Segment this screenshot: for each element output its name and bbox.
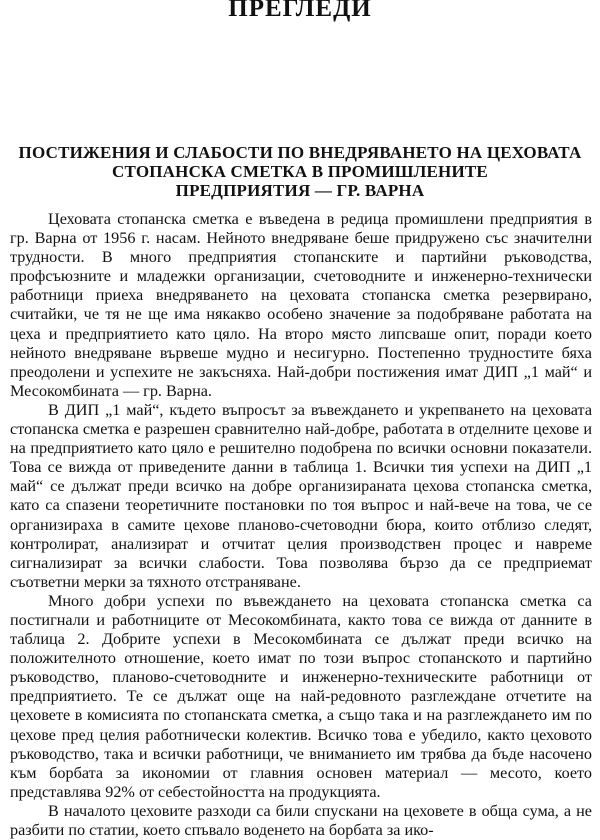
paragraph-4: В началото цеховите разходи са били спускани на цеховете в обща сума, а не разбити по статии, което спъвало воденето на борбата за ико- xyxy=(10,801,592,839)
paragraph-2: В ДИП „1 май“, където въпросът за въвеждането и укрепването на цеховата стопанска сметка е разрешен сравнително най-добре, работата в отделните цехове и на предприятието като цяло е решително подобрена по всички основни показатели. Това се вижда от приведените данни в таблица 1. Всички тия успехи на ДИП „1 май“ се дължат преди всичко на добре организираната цехова стопанска сметка, като са спазени теоретичните постановки по тоя въпрос и най-вече на това, че се организираха в самите цехове планово-счетоводни бюра, които отблизо следят, контролират, анализират и отчитат целия производствен процес и навреме сигнализират за всички слабости. Това позволява бързо да се предприемат съответни мерки за тяхното отстраняване. xyxy=(10,400,592,591)
article-title-line-1: ПОСТИЖЕНИЯ И СЛАБОСТИ ПО ВНЕДРЯВАНЕТО НА ЦЕХОВАТА xyxy=(18,143,582,162)
article-body xyxy=(10,210,592,840)
article-title-line-2: СТОПАНСКА СМЕТКА В ПРОМИШЛЕНИТЕ xyxy=(112,162,488,181)
article-title xyxy=(0,143,600,200)
article-title-line-3: ПРЕДПРИЯТИЯ — ГР. ВАРНА xyxy=(175,181,425,200)
paragraph-1: Цеховата стопанска сметка е въведена в редица промишлени предприятия в гр. Варна от 1956 г. насам. Нейното внедряване беше придружено със значителни трудности. В много предприятия стопанските и партийни ръководства, профсъюзните и младежки организации, счетоводните и инженерно-технически работници приеха внедряването на цеховата стопанска сметка резервирано, считайки, че тя не ще има някакво особено значение за подобряване работата на цеха и предприятието като цяло. На второ място липсваше опит, поради което нейното внедряване вървеше мудно и несигурно. Постепенно трудностите бяха преодолени и успехите не закъсняха. Най-добри постижения имат ДИП „1 май“ и Месокомбината — гр. Варна. xyxy=(10,210,592,400)
section-heading: ПРЕГЛЕДИ xyxy=(228,0,372,22)
paragraph-3: Много добри успехи по въвеждането на цеховата стопанска сметка са постигнали и работниците от Месокомбината, както това се вижда от данните в таблица 2. Добрите успехи в Месокомбината се дължат преди всичко на положителното отношение, което имат по този въпрос стопанското и партийно ръководство, планово-счетоводните и инженерно-техническите работници от предприятието. Те се дължат още на най-редовното разглеждане отчетите на цеховете в комисията по стопанската сметка, а също така и на разглеждането им по цехове пред целия работнически колектив. Всичко това е убедило, както цеховото ръководство, така и всички работници, че вниманието им трябва да бъде насочено към борбата за икономии от главния основен материал — месото, което представлява 92% от себестойността на продукцията. xyxy=(10,591,592,801)
